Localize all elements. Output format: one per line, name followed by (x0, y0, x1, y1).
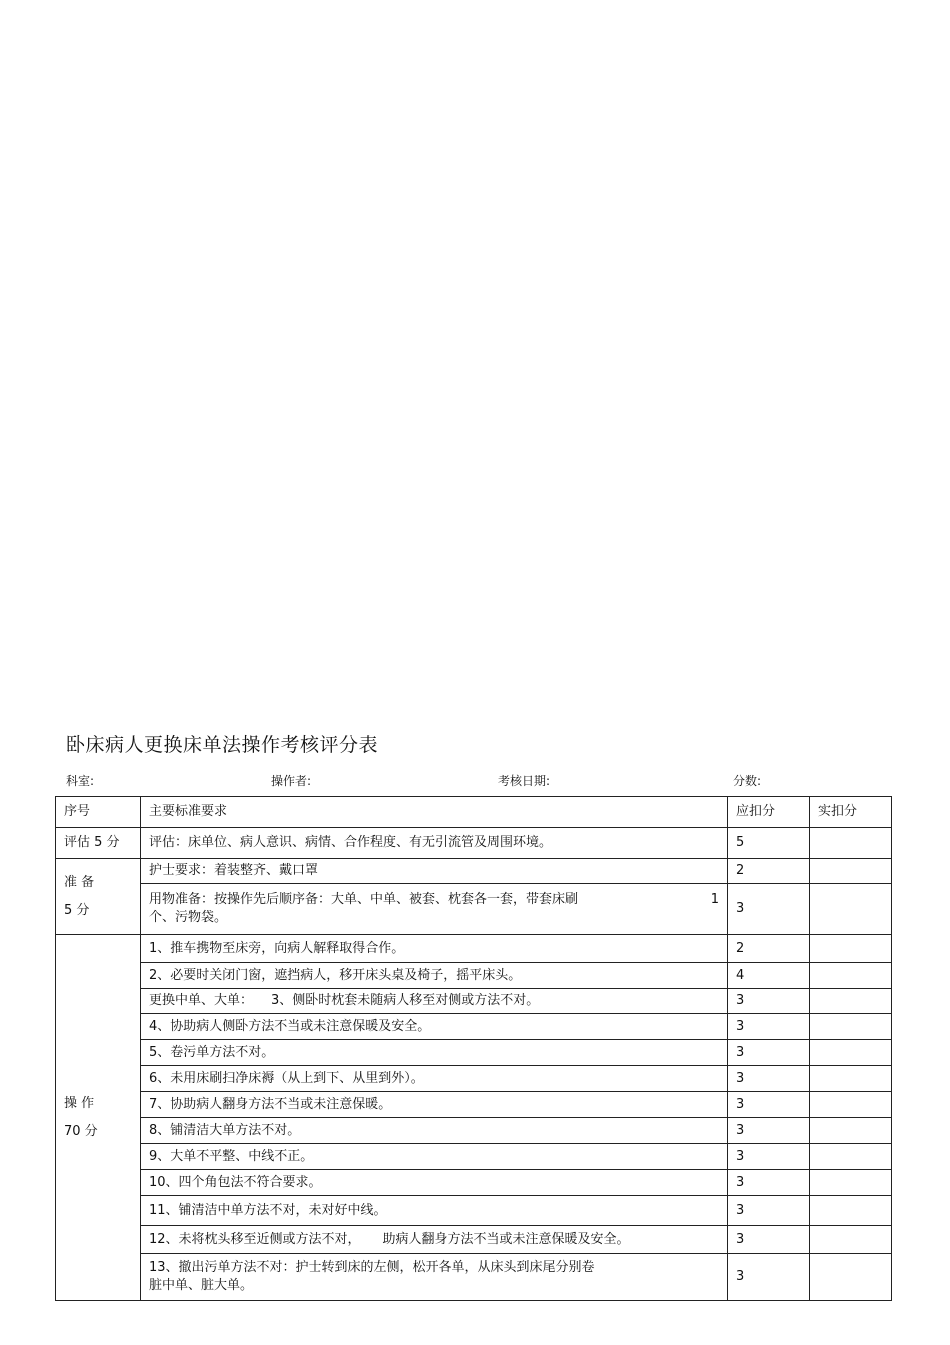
points-cell: 3 (728, 1040, 810, 1066)
requirement-cell (141, 1254, 728, 1301)
requirement-text-cont: 个、污物袋。 (149, 910, 228, 925)
table-row (56, 1170, 892, 1196)
score-table (55, 796, 892, 1301)
points-cell: 3 (728, 1144, 810, 1170)
requirement-text: 用物准备：按操作先后顺序备：大单、中单、被套、枕套各一套，带套床刷 (149, 892, 579, 907)
actual-cell[interactable] (810, 1118, 892, 1144)
actual-cell[interactable] (810, 1014, 892, 1040)
actual-cell[interactable] (810, 1144, 892, 1170)
section-prep-line2: 5 分 (64, 902, 90, 918)
table-row (56, 828, 892, 859)
requirement-cell: 评估：床单位、病人意识、病情、合作程度、有无引流管及周围环境。 (141, 828, 728, 859)
operator-label: 操作者: (271, 774, 312, 788)
header-deduct: 应扣分 (728, 797, 810, 828)
requirement-text-a: 12、未将枕头移至近侧或方法不对， (149, 1231, 361, 1247)
table-row (56, 1226, 892, 1254)
requirement-text: 13、撤出污单方法不对：护士转到床的左侧，松开各单，从床头到床尾分别卷 (149, 1260, 595, 1275)
requirement-cell (141, 989, 728, 1014)
requirement-cell: 4、协助病人侧卧方法不当或未注意保暖及安全。 (141, 1014, 728, 1040)
score-label: 分数: (733, 774, 762, 788)
table-row (56, 1254, 892, 1301)
table-row (56, 859, 892, 884)
actual-cell[interactable] (810, 989, 892, 1014)
table-row (56, 1014, 892, 1040)
actual-cell[interactable] (810, 1254, 892, 1301)
requirement-text-num: 1 (710, 892, 719, 907)
points-cell: 3 (728, 1066, 810, 1092)
actual-cell[interactable] (810, 828, 892, 859)
table-row (56, 989, 892, 1014)
page-title: 卧床病人更换床单法操作考核评分表 (66, 734, 379, 756)
actual-cell[interactable] (810, 1092, 892, 1118)
section-operation (56, 935, 141, 1301)
actual-cell[interactable] (810, 1040, 892, 1066)
requirement-text-b: 3、侧卧时枕套未随病人移至对侧或方法不对。 (271, 993, 540, 1008)
points-cell: 3 (728, 1226, 810, 1254)
table-row (56, 1066, 892, 1092)
points-cell: 3 (728, 1118, 810, 1144)
requirement-text-cont: 脏中单、脏大单。 (149, 1278, 254, 1293)
requirement-cell: 护士要求：着装整齐、戴口罩 (141, 859, 728, 884)
points-cell: 2 (728, 935, 810, 963)
points-cell: 3 (728, 1196, 810, 1226)
requirement-cell: 6、未用床刷扫净床褥（从上到下、从里到外）。 (141, 1066, 728, 1092)
table-row (56, 1092, 892, 1118)
section-prep-line1: 准 备 (64, 874, 95, 890)
header-seq: 序号 (56, 797, 141, 828)
table-row (56, 935, 892, 963)
points-cell: 3 (728, 1254, 810, 1301)
table-row (56, 963, 892, 989)
section-prep (56, 859, 141, 935)
actual-cell[interactable] (810, 859, 892, 884)
requirement-text-a: 更换中单、大单： (149, 993, 254, 1008)
requirement-cell: 11、铺清洁中单方法不对，未对好中线。 (141, 1196, 728, 1226)
actual-cell[interactable] (810, 1196, 892, 1226)
requirement-cell (141, 884, 728, 935)
actual-cell[interactable] (810, 935, 892, 963)
table-header-row (56, 797, 892, 828)
table-row (56, 1040, 892, 1066)
points-cell: 2 (728, 859, 810, 884)
table-row (56, 1196, 892, 1226)
department-label: 科室: (66, 774, 95, 788)
requirement-cell: 9、大单不平整、中线不正。 (141, 1144, 728, 1170)
section-assess: 评估 5 分 (56, 828, 141, 859)
actual-cell[interactable] (810, 963, 892, 989)
actual-cell[interactable] (810, 1170, 892, 1196)
points-cell: 4 (728, 963, 810, 989)
points-cell: 3 (728, 1170, 810, 1196)
points-cell: 3 (728, 1014, 810, 1040)
requirement-cell: 10、四个角包法不符合要求。 (141, 1170, 728, 1196)
table-row (56, 1118, 892, 1144)
points-cell: 3 (728, 989, 810, 1014)
table-row (56, 884, 892, 935)
header-requirement: 主要标准要求 (141, 797, 728, 828)
requirement-cell: 5、卷污单方法不对。 (141, 1040, 728, 1066)
section-operation-line2: 70 分 (64, 1123, 98, 1139)
requirement-cell: 8、铺清洁大单方法不对。 (141, 1118, 728, 1144)
date-label: 考核日期: (498, 774, 551, 788)
points-cell: 3 (728, 1092, 810, 1118)
table-row (56, 1144, 892, 1170)
actual-cell[interactable] (810, 1226, 892, 1254)
requirement-cell (141, 1226, 728, 1254)
requirement-text-b: 助病人翻身方法不当或未注意保暖及安全。 (382, 1231, 630, 1247)
section-operation-line1: 操 作 (64, 1095, 95, 1111)
requirement-cell: 2、必要时关闭门窗，遮挡病人，移开床头桌及椅子，摇平床头。 (141, 963, 728, 989)
actual-cell[interactable] (810, 1066, 892, 1092)
actual-cell[interactable] (810, 884, 892, 935)
header-actual: 实扣分 (810, 797, 892, 828)
points-cell: 5 (728, 828, 810, 859)
points-cell: 3 (728, 884, 810, 935)
requirement-cell: 1、推车携物至床旁，向病人解释取得合作。 (141, 935, 728, 963)
requirement-cell: 7、协助病人翻身方法不当或未注意保暖。 (141, 1092, 728, 1118)
